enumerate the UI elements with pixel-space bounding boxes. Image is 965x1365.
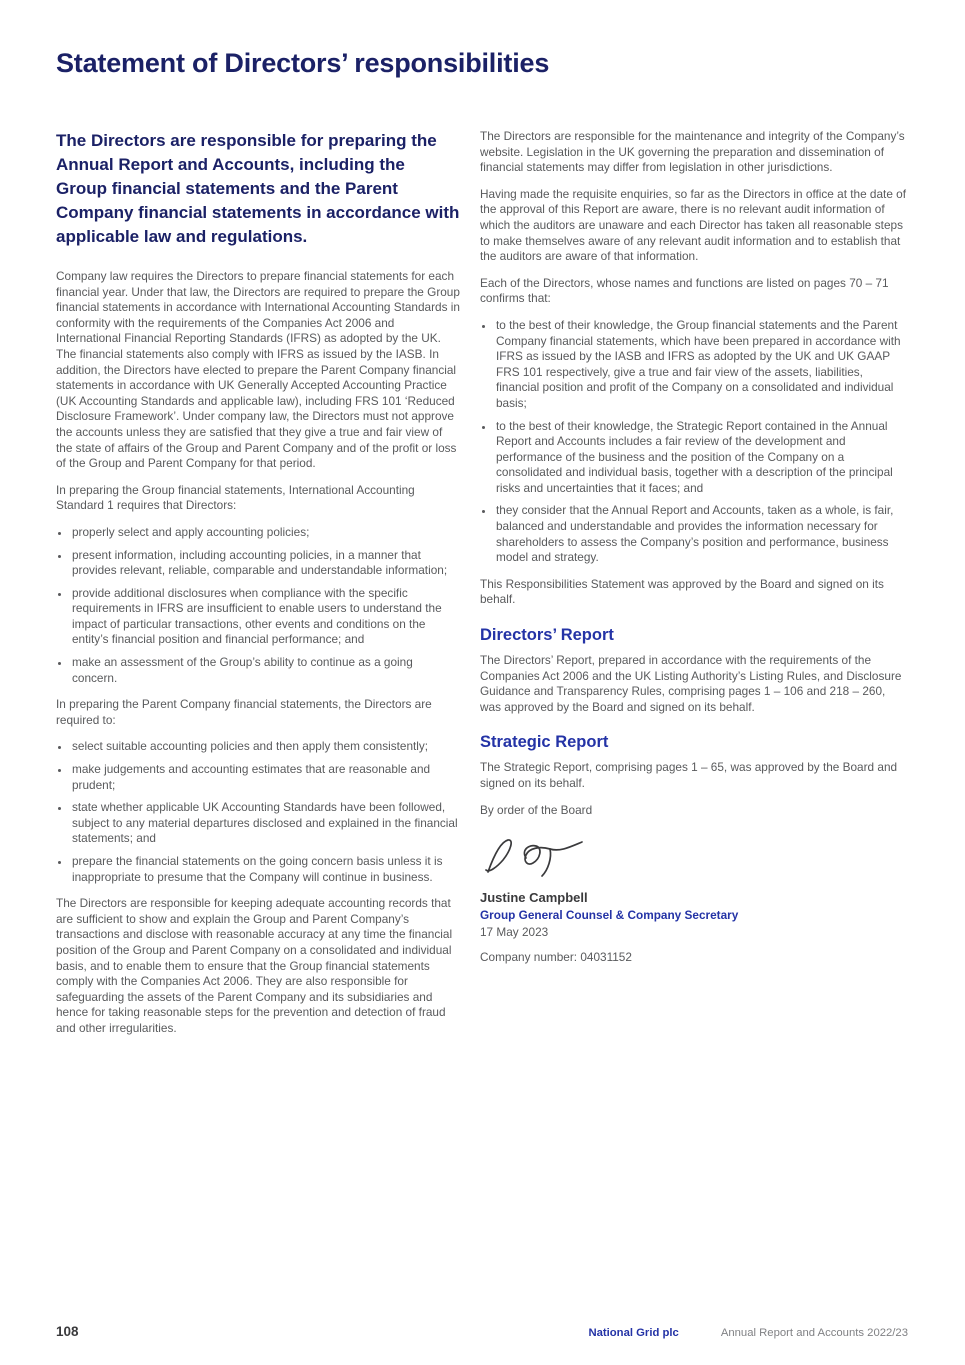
paragraph: Each of the Directors, whose names and functions are listed on pages 70 – 71 confirms that: xyxy=(480,275,889,306)
company-number: Company number: 04031152 xyxy=(480,950,632,965)
list-item: • properly select and apply accounting policies; xyxy=(70,525,460,541)
list-item: • make judgements and accounting estimates that are reasonable and prudent; xyxy=(70,762,460,793)
signature-date: 17 May 2023 xyxy=(480,925,549,940)
signatory-name: Justine Campbell xyxy=(480,890,588,906)
right-column xyxy=(480,129,907,1048)
signatory-title: Group General Counsel & Company Secretary xyxy=(480,908,739,923)
list-item: • select suitable accounting policies and then apply them consistently; xyxy=(70,739,460,755)
list-item: • provide additional disclosures when compliance with the specific requirements in IFRS are insufficient to enable users to understand the impact of particular transactions, other events and conditions on the entity’s financial position and financial performance; and xyxy=(70,586,460,648)
paragraph: The Directors’ Report, prepared in accordance with the requirements of the Companies Act 2006 and the UK Listing Authority’s Listing Rules, and Disclosure Guidance and Transparency Rules, comprising pages 1 – 106 and 218 – 260, was approved by the Board and signed on its behalf. xyxy=(480,653,902,714)
paragraph: Having made the requisite enquiries, so far as the Directors in office at the date of the approval of this Report are aware, there is no relevant audit information of which the auditors are unaware and each Director has taken all reasonable steps to make themselves aware of any relevant audit information and to establish that the auditors are aware of that information. xyxy=(480,186,907,264)
footer-company-name: National Grid plc xyxy=(588,1327,679,1339)
signature-block xyxy=(480,834,907,964)
bullet-list-ias1 xyxy=(56,525,460,686)
paragraph: This Responsibilities Statement was approved by the Board and signed on its behalf. xyxy=(480,576,884,607)
paragraph: The Directors are responsible for keeping adequate accounting records that are sufficient to show and explain the Group and Parent Company’s transactions and disclose with reasonable accuracy at any time the financial position of the Group and Parent Company on a consolidated and individual basis, and to enable them to ensure that the Group financial statements comply with the Companies Act 2006. They are also responsible for safeguarding the assets of the Parent Company and its subsidiaries and hence for taking reasonable steps for the prevention and detection of fraud and other irregularities. xyxy=(56,896,453,1035)
list-item: • make an assessment of the Group’s ability to continue as a going concern. xyxy=(70,655,460,686)
list-item: • to the best of their knowledge, the Strategic Report contained in the Annual Report and Accounts includes a fair review of the development and performance of the business and the position of the Company on a consolidated and individual basis, together with a description of the principal risks and uncertainties that it faces; and xyxy=(494,419,907,497)
two-column-layout xyxy=(56,129,907,1048)
lead-paragraph: The Directors are responsible for preparing the Annual Report and Accounts, including the Group financial statements and the Parent Company financial statements in accordance with applicable law and regulations. xyxy=(56,131,460,246)
footer-report-name: Annual Report and Accounts 2022/23 xyxy=(720,1327,908,1339)
list-item: • prepare the financial statements on the going concern basis unless it is inappropriate to presume that the Company will continue in business. xyxy=(70,854,460,885)
paragraph: In preparing the Parent Company financial statements, the Directors are required to: xyxy=(56,697,432,727)
list-item: • to the best of their knowledge, the Group financial statements and the Parent Company financial statements, which have been prepared in accordance with IFRS as issued by the IASB and IFRS as adopted by the UK and UK GAAP FRS 101 respectively, give a true and fair view of the assets, liabilities, financial position and profit of the Company on a consolidated and individual basis; xyxy=(494,318,907,412)
page-title: Statement of Directors’ responsibilities xyxy=(56,48,550,78)
bullet-list-confirmations xyxy=(480,318,907,566)
footer-right xyxy=(588,1327,908,1339)
page-footer xyxy=(56,1324,908,1339)
left-column xyxy=(56,129,460,1048)
directors-report-heading: Directors’ Report xyxy=(480,626,614,645)
list-item: • present information, including accounting policies, in a manner that provides relevant, reliable, comparable and understandable information; xyxy=(70,548,460,579)
page-number: 108 xyxy=(56,1324,79,1339)
list-item: • they consider that the Annual Report and Accounts, taken as a whole, is fair, balanced and understandable and provides the information necessary for shareholders to assess the Company’s position and performance, business model and strategy. xyxy=(494,503,907,565)
bullet-list-parent-company xyxy=(56,739,460,885)
paragraph: The Strategic Report, comprising pages 1 – 65, was approved by the Board and signed on its behalf. xyxy=(480,760,898,790)
signature-image xyxy=(480,834,610,884)
paragraph: Company law requires the Directors to prepare financial statements for each financial year. Under that law, the Directors are required to prepare the Group financial statements in accordance with International Accounting Standards in conformity with the requirements of the Companies Act 2006 and International Financial Reporting Standards (IFRS) as adopted by the UK. The financial statements also comply with IFRS as issued by the IASB. In addition, the Directors have elected to prepare the Parent Company financial statements in accordance with UK Generally Accepted Accounting Practice (UK Accounting Standards and applicable law), including FRS 101 ‘Reduced Disclosure Framework’. Under company law, the Directors must not approve the accounts unless they are satisfied that they give a true and fair view of the state of affairs of the Group and Parent Company and of the profit or loss of the Group and Parent Company for that period. xyxy=(56,269,460,471)
list-item: • state whether applicable UK Accounting Standards have been followed, subject to any material departures disclosed and explained in the financial statements; and xyxy=(70,800,460,847)
paragraph: In preparing the Group financial statements, International Accounting Standard 1 requires that Directors: xyxy=(56,482,415,513)
strategic-report-heading: Strategic Report xyxy=(480,733,609,752)
paragraph: The Directors are responsible for the maintenance and integrity of the Company’s website. Legislation in the UK governing the preparation and dissemination of financial statements may differ from legislation in other jurisdictions. xyxy=(480,129,905,175)
by-order-text: By order of the Board xyxy=(480,802,593,817)
